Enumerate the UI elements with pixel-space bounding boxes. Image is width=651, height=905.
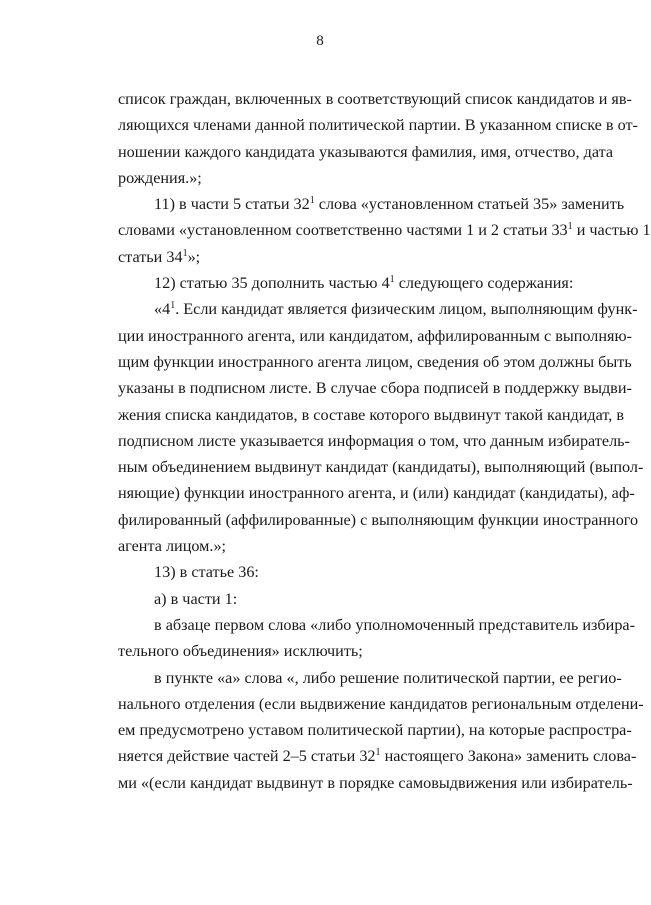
- text-line: 12) статью 35 дополнить частью $4^1$ следующего содержания:: [154, 274, 574, 293]
- text-line: а) в части 1:: [154, 589, 238, 608]
- text-line: рождения.»;: [118, 168, 202, 187]
- text-line: няющие) функции иностранного агента, и (или) кандидат (кандидаты), аф-: [118, 484, 635, 503]
- text-line: подписном листе указывается информация о том, что данным избиратель-: [118, 431, 630, 450]
- text-line: ции иностранного агента, или кандидатом, аффилированным с выполняю-: [118, 326, 632, 345]
- text-line: ем предусмотрено уставом политической партии), на которые распростра-: [118, 721, 632, 740]
- superscript-one: 1: [182, 247, 188, 259]
- text-line: «$4^1$. Если кандидат является физическим лицом, выполняющим функ-: [154, 300, 638, 319]
- superscript-one: 1: [375, 747, 381, 759]
- page-number: 8: [316, 33, 324, 49]
- text-line: 11) в части 5 статьи $32^1$ слова «установленном статьей 35» заменить: [154, 195, 625, 214]
- text-line: ношении каждого кандидата указываются фамилия, имя, отчество, дата: [118, 142, 614, 161]
- text-line: нального отделения (если выдвижение кандидатов региональным отделени-: [118, 694, 644, 713]
- text-line: список граждан, включенных в соответствующий список кандидатов и яв-: [118, 90, 632, 108]
- text-line: статьи $34^1$»;: [118, 247, 201, 266]
- text-line: агента лицом.»;: [118, 537, 227, 556]
- text-line: в абзаце первом слова «либо уполномоченный представитель избира-: [154, 615, 635, 634]
- text-line: няется действие частей 2–5 статьи $32^1$ настоящего Закона» заменить слова-: [118, 747, 637, 766]
- text-line: 13) в статье 36:: [154, 563, 259, 582]
- text-line: ляющихся членами данной политической партии. В указанном списке в от-: [118, 116, 638, 135]
- superscript-one: 1: [389, 274, 395, 286]
- text-line: жения списка кандидатов, в составе которого выдвинут такой кандидат, в: [118, 405, 625, 424]
- text-line: в пункте «а» слова «, либо решение политической партии, ее регио-: [154, 668, 622, 687]
- text-line: словами «установленном соответственно частями 1 и 2 статьи $33^1$ и частью 1: [118, 221, 651, 240]
- text-line: ным объединением выдвинут кандидат (кандидаты), выполняющий (выпол-: [118, 458, 644, 477]
- text-line: указаны в подписном листе. В случае сбора подписей в поддержку выдви-: [118, 379, 632, 398]
- text-line: филированный (аффилированные) с выполняющим функции иностранного: [118, 510, 639, 529]
- superscript-one: 1: [170, 300, 176, 312]
- superscript-one: 1: [309, 195, 315, 207]
- text-line: ми «(если кандидат выдвинут в порядке самовыдвижения или избиратель-: [118, 773, 633, 792]
- text-line: тельного объединения» исключить;: [118, 642, 363, 661]
- text-line: щим функции иностранного агента лицом, сведения об этом должны быть: [118, 352, 632, 371]
- superscript-one: 1: [567, 221, 573, 233]
- document-body: [118, 86, 651, 796]
